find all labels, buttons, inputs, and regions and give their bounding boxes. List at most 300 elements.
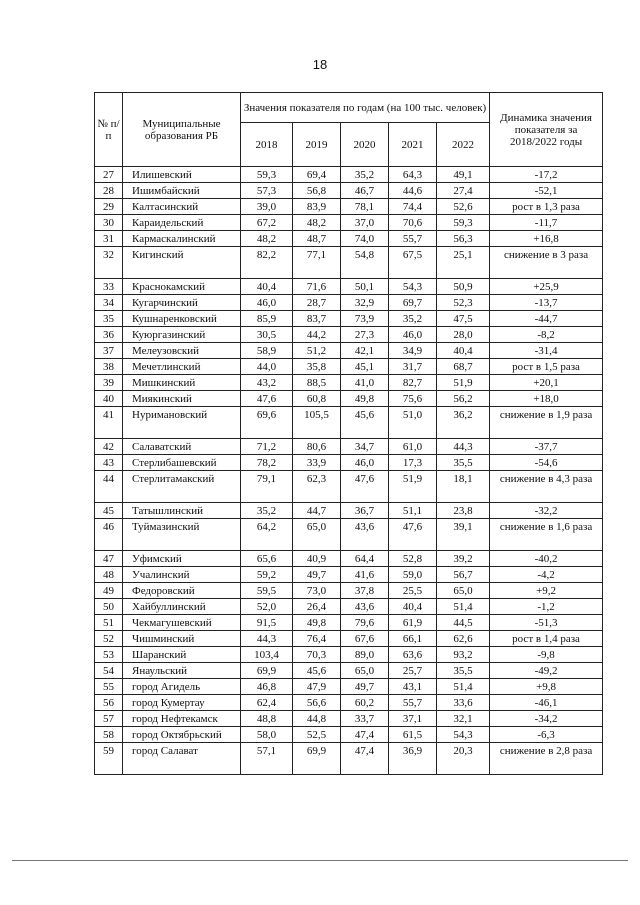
year-value: 55,7: [389, 231, 437, 247]
year-value: 85,9: [241, 311, 293, 327]
year-value: 57,1: [241, 743, 293, 775]
municipality-name: Кигинский: [123, 247, 241, 279]
table-row: [95, 551, 603, 567]
dynamics-value: -37,7: [490, 439, 603, 455]
year-value: 47,9: [293, 679, 341, 695]
row-number: 42: [95, 439, 123, 455]
year-value: 46,0: [341, 455, 389, 471]
table-row: [95, 743, 603, 775]
dynamics-value: -31,4: [490, 343, 603, 359]
year-value: 80,6: [293, 439, 341, 455]
municipality-name: Стерлибашевский: [123, 455, 241, 471]
dynamics-value: -46,1: [490, 695, 603, 711]
row-number: 49: [95, 583, 123, 599]
row-number: 38: [95, 359, 123, 375]
year-value: 58,9: [241, 343, 293, 359]
row-number: 44: [95, 471, 123, 503]
year-value: 35,5: [437, 663, 490, 679]
table-row: [95, 567, 603, 583]
year-value: 41,6: [341, 567, 389, 583]
table-row: [95, 247, 603, 279]
year-value: 37,1: [389, 711, 437, 727]
dynamics-value: рост в 1,3 раза: [490, 199, 603, 215]
row-number: 33: [95, 279, 123, 295]
year-value: 65,6: [241, 551, 293, 567]
table-row: [95, 375, 603, 391]
year-value: 82,7: [389, 375, 437, 391]
table-row: [95, 599, 603, 615]
dynamics-value: снижение в 4,3 раза: [490, 471, 603, 503]
year-value: 36,7: [341, 503, 389, 519]
year-value: 28,0: [437, 327, 490, 343]
year-value: 67,6: [341, 631, 389, 647]
year-value: 25,1: [437, 247, 490, 279]
year-value: 44,6: [389, 183, 437, 199]
year-value: 51,9: [389, 471, 437, 503]
year-value: 68,7: [437, 359, 490, 375]
year-value: 89,0: [341, 647, 389, 663]
municipality-name: город Нефтекамск: [123, 711, 241, 727]
year-value: 54,8: [341, 247, 389, 279]
year-value: 83,9: [293, 199, 341, 215]
header-year: 2022: [437, 123, 490, 167]
year-value: 47,5: [437, 311, 490, 327]
year-value: 44,0: [241, 359, 293, 375]
year-value: 71,2: [241, 439, 293, 455]
year-value: 61,9: [389, 615, 437, 631]
municipality-name: Нуримановский: [123, 407, 241, 439]
year-value: 42,1: [341, 343, 389, 359]
year-value: 35,2: [389, 311, 437, 327]
row-number: 48: [95, 567, 123, 583]
row-number: 35: [95, 311, 123, 327]
table-row: [95, 519, 603, 551]
row-number: 41: [95, 407, 123, 439]
table-row: [95, 407, 603, 439]
year-value: 52,6: [437, 199, 490, 215]
year-value: 62,6: [437, 631, 490, 647]
row-number: 40: [95, 391, 123, 407]
year-value: 62,4: [241, 695, 293, 711]
row-number: 55: [95, 679, 123, 695]
dynamics-value: -17,2: [490, 167, 603, 183]
year-value: 50,9: [437, 279, 490, 295]
year-value: 20,3: [437, 743, 490, 775]
year-value: 65,0: [341, 663, 389, 679]
dynamics-value: +20,1: [490, 375, 603, 391]
year-value: 30,5: [241, 327, 293, 343]
row-number: 56: [95, 695, 123, 711]
year-value: 51,4: [437, 599, 490, 615]
municipality-name: Краснокамский: [123, 279, 241, 295]
table-row: [95, 183, 603, 199]
year-value: 51,4: [437, 679, 490, 695]
municipality-name: Миякинский: [123, 391, 241, 407]
year-value: 69,6: [241, 407, 293, 439]
year-value: 47,4: [341, 743, 389, 775]
municipality-name: Хайбуллинский: [123, 599, 241, 615]
year-value: 39,1: [437, 519, 490, 551]
year-value: 74,0: [341, 231, 389, 247]
year-value: 91,5: [241, 615, 293, 631]
year-value: 39,2: [437, 551, 490, 567]
year-value: 64,3: [389, 167, 437, 183]
header-num: № п/п: [95, 93, 123, 167]
year-value: 49,7: [293, 567, 341, 583]
year-value: 59,2: [241, 567, 293, 583]
header-dynamics: Динамика значения показателя за 2018/2022 годы: [490, 93, 603, 167]
year-value: 23,8: [437, 503, 490, 519]
year-value: 32,1: [437, 711, 490, 727]
year-value: 54,3: [437, 727, 490, 743]
year-value: 71,6: [293, 279, 341, 295]
table-row: [95, 503, 603, 519]
table-row: [95, 327, 603, 343]
year-value: 45,6: [293, 663, 341, 679]
row-number: 32: [95, 247, 123, 279]
table-row: [95, 471, 603, 503]
dynamics-value: снижение в 2,8 раза: [490, 743, 603, 775]
year-value: 55,7: [389, 695, 437, 711]
row-number: 43: [95, 455, 123, 471]
municipality-name: Караидельский: [123, 215, 241, 231]
year-value: 69,4: [293, 167, 341, 183]
year-value: 43,1: [389, 679, 437, 695]
row-number: 53: [95, 647, 123, 663]
year-value: 69,9: [241, 663, 293, 679]
municipality-name: Шаранский: [123, 647, 241, 663]
municipality-name: Уфимский: [123, 551, 241, 567]
year-value: 93,2: [437, 647, 490, 663]
year-value: 60,2: [341, 695, 389, 711]
municipality-name: Мишкинский: [123, 375, 241, 391]
year-value: 61,0: [389, 439, 437, 455]
municipality-name: Калтасинский: [123, 199, 241, 215]
year-value: 37,8: [341, 583, 389, 599]
year-value: 49,1: [437, 167, 490, 183]
municipality-name: Янаульский: [123, 663, 241, 679]
municipality-name: город Салават: [123, 743, 241, 775]
table-row: [95, 167, 603, 183]
year-value: 59,3: [437, 215, 490, 231]
year-value: 79,6: [341, 615, 389, 631]
row-number: 46: [95, 519, 123, 551]
row-number: 58: [95, 727, 123, 743]
year-value: 43,6: [341, 519, 389, 551]
municipality-name: Туймазинский: [123, 519, 241, 551]
dynamics-value: -1,2: [490, 599, 603, 615]
year-value: 78,1: [341, 199, 389, 215]
municipality-name: Чекмагушевский: [123, 615, 241, 631]
dynamics-value: -4,2: [490, 567, 603, 583]
year-value: 34,7: [341, 439, 389, 455]
year-value: 27,4: [437, 183, 490, 199]
year-value: 50,1: [341, 279, 389, 295]
year-value: 70,3: [293, 647, 341, 663]
year-value: 40,4: [389, 599, 437, 615]
dynamics-value: +9,8: [490, 679, 603, 695]
year-value: 32,9: [341, 295, 389, 311]
table-row: [95, 583, 603, 599]
dynamics-value: снижение в 1,9 раза: [490, 407, 603, 439]
dynamics-value: +25,9: [490, 279, 603, 295]
municipality-name: Куюргазинский: [123, 327, 241, 343]
year-value: 49,8: [293, 615, 341, 631]
year-value: 59,5: [241, 583, 293, 599]
table-row: [95, 279, 603, 295]
year-value: 58,0: [241, 727, 293, 743]
year-value: 52,8: [389, 551, 437, 567]
year-value: 74,4: [389, 199, 437, 215]
row-number: 54: [95, 663, 123, 679]
year-value: 57,3: [241, 183, 293, 199]
year-value: 76,4: [293, 631, 341, 647]
row-number: 50: [95, 599, 123, 615]
row-number: 57: [95, 711, 123, 727]
table-row: [95, 647, 603, 663]
dynamics-value: -32,2: [490, 503, 603, 519]
table-row: [95, 663, 603, 679]
year-value: 51,0: [389, 407, 437, 439]
municipality-name: Татышлинский: [123, 503, 241, 519]
table-row: [95, 215, 603, 231]
year-value: 51,1: [389, 503, 437, 519]
year-value: 40,9: [293, 551, 341, 567]
table-row: [95, 343, 603, 359]
dynamics-value: -44,7: [490, 311, 603, 327]
dynamics-value: рост в 1,5 раза: [490, 359, 603, 375]
municipality-name: Чишминский: [123, 631, 241, 647]
year-value: 48,7: [293, 231, 341, 247]
header-year: 2020: [341, 123, 389, 167]
year-value: 46,7: [341, 183, 389, 199]
municipality-name: Учалинский: [123, 567, 241, 583]
year-value: 46,0: [241, 295, 293, 311]
table-row: [95, 199, 603, 215]
year-value: 77,1: [293, 247, 341, 279]
row-number: 31: [95, 231, 123, 247]
table-row: [95, 727, 603, 743]
dynamics-value: снижение в 3 раза: [490, 247, 603, 279]
municipality-name: Мелеузовский: [123, 343, 241, 359]
header-municipality: Муниципальные образования РБ: [123, 93, 241, 167]
year-value: 56,6: [293, 695, 341, 711]
year-value: 52,0: [241, 599, 293, 615]
municipality-name: город Октябрьский: [123, 727, 241, 743]
year-value: 62,3: [293, 471, 341, 503]
year-value: 47,6: [341, 471, 389, 503]
year-value: 88,5: [293, 375, 341, 391]
row-number: 45: [95, 503, 123, 519]
year-value: 67,5: [389, 247, 437, 279]
year-value: 26,4: [293, 599, 341, 615]
dynamics-value: -54,6: [490, 455, 603, 471]
dynamics-value: -40,2: [490, 551, 603, 567]
dynamics-value: +16,8: [490, 231, 603, 247]
year-value: 35,2: [341, 167, 389, 183]
year-value: 105,5: [293, 407, 341, 439]
year-value: 51,2: [293, 343, 341, 359]
year-value: 59,3: [241, 167, 293, 183]
year-value: 47,6: [241, 391, 293, 407]
year-value: 46,8: [241, 679, 293, 695]
year-value: 47,6: [389, 519, 437, 551]
table-row: [95, 311, 603, 327]
year-value: 33,7: [341, 711, 389, 727]
year-value: 45,6: [341, 407, 389, 439]
municipality-name: Кушнаренковский: [123, 311, 241, 327]
year-value: 83,7: [293, 311, 341, 327]
table-row: [95, 631, 603, 647]
municipality-name: Илишевский: [123, 167, 241, 183]
row-number: 27: [95, 167, 123, 183]
year-value: 56,2: [437, 391, 490, 407]
year-value: 60,8: [293, 391, 341, 407]
footer-divider: [12, 860, 628, 861]
year-value: 36,2: [437, 407, 490, 439]
row-number: 59: [95, 743, 123, 775]
year-value: 63,6: [389, 647, 437, 663]
municipality-name: Федоровский: [123, 583, 241, 599]
year-value: 27,3: [341, 327, 389, 343]
dynamics-value: +18,0: [490, 391, 603, 407]
year-value: 54,3: [389, 279, 437, 295]
table-row: [95, 615, 603, 631]
year-value: 70,6: [389, 215, 437, 231]
year-value: 34,9: [389, 343, 437, 359]
row-number: 52: [95, 631, 123, 647]
year-value: 56,7: [437, 567, 490, 583]
year-value: 39,0: [241, 199, 293, 215]
table-row: [95, 391, 603, 407]
header-year: 2018: [241, 123, 293, 167]
dynamics-value: -9,8: [490, 647, 603, 663]
dynamics-value: снижение в 1,6 раза: [490, 519, 603, 551]
year-value: 37,0: [341, 215, 389, 231]
dynamics-value: -13,7: [490, 295, 603, 311]
year-value: 69,7: [389, 295, 437, 311]
year-value: 64,2: [241, 519, 293, 551]
indicator-table: [94, 92, 603, 775]
year-value: 47,4: [341, 727, 389, 743]
table-row: [95, 439, 603, 455]
year-value: 73,0: [293, 583, 341, 599]
year-value: 35,8: [293, 359, 341, 375]
year-value: 56,8: [293, 183, 341, 199]
year-value: 36,9: [389, 743, 437, 775]
table-row: [95, 711, 603, 727]
year-value: 69,9: [293, 743, 341, 775]
row-number: 30: [95, 215, 123, 231]
year-value: 35,5: [437, 455, 490, 471]
year-value: 49,8: [341, 391, 389, 407]
year-value: 61,5: [389, 727, 437, 743]
year-value: 44,5: [437, 615, 490, 631]
year-value: 44,8: [293, 711, 341, 727]
dynamics-value: -11,7: [490, 215, 603, 231]
dynamics-value: -6,3: [490, 727, 603, 743]
year-value: 82,2: [241, 247, 293, 279]
header-row-top: [95, 93, 603, 123]
year-value: 40,4: [241, 279, 293, 295]
year-value: 18,1: [437, 471, 490, 503]
year-value: 64,4: [341, 551, 389, 567]
year-value: 43,2: [241, 375, 293, 391]
year-value: 103,4: [241, 647, 293, 663]
municipality-name: Ишимбайский: [123, 183, 241, 199]
year-value: 59,0: [389, 567, 437, 583]
header-year: 2021: [389, 123, 437, 167]
header-year: 2019: [293, 123, 341, 167]
municipality-name: Кармаскалинский: [123, 231, 241, 247]
year-value: 45,1: [341, 359, 389, 375]
dynamics-value: -34,2: [490, 711, 603, 727]
table-row: [95, 695, 603, 711]
year-value: 49,7: [341, 679, 389, 695]
municipality-name: Кугарчинский: [123, 295, 241, 311]
row-number: 51: [95, 615, 123, 631]
year-value: 51,9: [437, 375, 490, 391]
year-value: 66,1: [389, 631, 437, 647]
year-value: 65,0: [293, 519, 341, 551]
year-value: 44,2: [293, 327, 341, 343]
municipality-name: Салаватский: [123, 439, 241, 455]
year-value: 56,3: [437, 231, 490, 247]
table-row: [95, 679, 603, 695]
year-value: 48,2: [241, 231, 293, 247]
year-value: 75,6: [389, 391, 437, 407]
year-value: 52,3: [437, 295, 490, 311]
table-row: [95, 295, 603, 311]
municipality-name: город Кумертау: [123, 695, 241, 711]
header-values-group: Значения показателя по годам (на 100 тыс. человек): [241, 93, 490, 123]
year-value: 33,6: [437, 695, 490, 711]
year-value: 43,6: [341, 599, 389, 615]
page-number: 18: [312, 57, 328, 72]
municipality-name: Мечетлинский: [123, 359, 241, 375]
year-value: 44,3: [437, 439, 490, 455]
year-value: 35,2: [241, 503, 293, 519]
year-value: 17,3: [389, 455, 437, 471]
dynamics-value: -52,1: [490, 183, 603, 199]
year-value: 44,7: [293, 503, 341, 519]
municipality-name: город Агидель: [123, 679, 241, 695]
table-row: [95, 231, 603, 247]
year-value: 44,3: [241, 631, 293, 647]
year-value: 33,9: [293, 455, 341, 471]
year-value: 79,1: [241, 471, 293, 503]
row-number: 39: [95, 375, 123, 391]
dynamics-value: рост в 1,4 раза: [490, 631, 603, 647]
year-value: 41,0: [341, 375, 389, 391]
year-value: 40,4: [437, 343, 490, 359]
year-value: 78,2: [241, 455, 293, 471]
dynamics-value: -51,3: [490, 615, 603, 631]
year-value: 48,8: [241, 711, 293, 727]
year-value: 48,2: [293, 215, 341, 231]
row-number: 34: [95, 295, 123, 311]
year-value: 25,5: [389, 583, 437, 599]
row-number: 37: [95, 343, 123, 359]
row-number: 29: [95, 199, 123, 215]
dynamics-value: +9,2: [490, 583, 603, 599]
table-body: [95, 167, 603, 775]
year-value: 65,0: [437, 583, 490, 599]
table-row: [95, 359, 603, 375]
row-number: 28: [95, 183, 123, 199]
year-value: 46,0: [389, 327, 437, 343]
row-number: 36: [95, 327, 123, 343]
